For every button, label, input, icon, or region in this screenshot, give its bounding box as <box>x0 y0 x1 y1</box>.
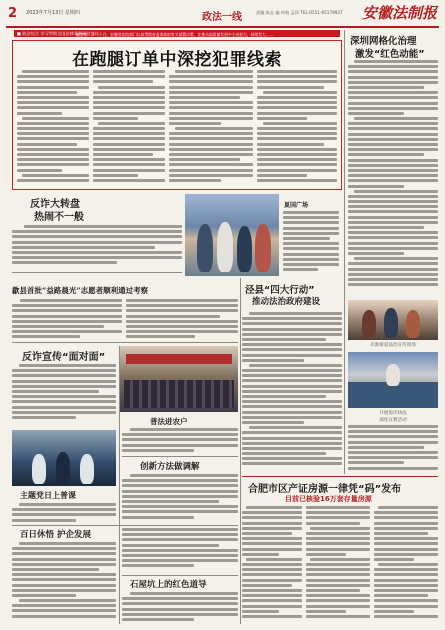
header-rule <box>6 26 439 28</box>
caption-maritime-law: 开展海洋执法 <box>379 411 407 416</box>
article-mediation-body <box>122 474 238 524</box>
article-jingxian-body <box>242 312 342 472</box>
photo-meeting-hall <box>120 346 238 412</box>
lead-story-title: 在跑腿订单中深挖犯罪线索 <box>72 50 282 70</box>
article-hefei-body-2 <box>306 506 370 624</box>
article-party-day-title: 主题党日上普课 <box>20 491 76 500</box>
lead-story-column-1 <box>17 70 89 186</box>
lead-story-column-2 <box>93 70 165 186</box>
column-divider <box>344 30 345 474</box>
article-shenzhen-body <box>348 60 438 296</box>
section-title: 政法一线 <box>202 12 242 23</box>
page-header <box>0 0 445 30</box>
divider <box>12 272 182 273</box>
article-fanzha-title: 反诈大转盘 <box>30 199 80 210</box>
article-shenzhen-subtitle: 激发“红色动能” <box>355 49 425 60</box>
article-shexian-title: 歙县首批“益路晨光”志愿者顺利通过考察 <box>12 286 149 295</box>
article-shexian-body-2 <box>126 299 238 341</box>
article-hundred-days-title: 百日休悟 护企发展 <box>20 530 91 540</box>
article-fanzha-subtitle: 热闹不一般 <box>34 212 84 223</box>
photo-police-outreach <box>185 194 279 276</box>
divider <box>122 456 238 457</box>
article-middle-body <box>122 528 238 574</box>
photo-party-day <box>12 430 116 486</box>
article-fanzha-body <box>12 225 182 265</box>
divider <box>122 575 238 576</box>
article-hefei-subtitle: 目前已核验16万套存量房源 <box>285 495 372 503</box>
caption-deep-education: 深度宣教活动 <box>379 418 407 423</box>
hefei-top-rule <box>242 476 438 477</box>
lead-story-column-4 <box>257 70 337 186</box>
divider <box>12 342 238 343</box>
article-jingxian-subtitle: 推动法治政府建设 <box>252 297 321 307</box>
caption-chiyuan-street: 赤源街道法治宣传现场 <box>370 343 416 348</box>
article-mediation-title: 创新方法做调解 <box>140 462 200 472</box>
article-face-to-face-title: 反诈宣传“面对面” <box>22 352 106 363</box>
lead-story-column-3 <box>169 70 253 186</box>
article-hefei-body-3 <box>374 506 438 624</box>
column-divider <box>240 278 241 624</box>
article-shenzhen-title: 深圳网格化治理 <box>350 36 417 47</box>
caption-xiaguo-square: 夏国广场 <box>284 202 309 209</box>
article-shexian-body-1 <box>12 299 122 341</box>
article-face-to-face-body <box>12 364 116 424</box>
article-pufa-title: 普法进农户 <box>150 417 188 426</box>
article-party-day-body <box>12 503 116 525</box>
article-shiwukeng-body <box>122 592 238 624</box>
column-divider <box>119 346 120 624</box>
article-hefei-body-1 <box>242 506 302 624</box>
divider <box>12 525 238 526</box>
newspaper-masthead: 安徽法制报 <box>361 4 437 22</box>
photo-publicity-event <box>348 300 438 340</box>
photo-side-text <box>283 211 339 275</box>
right-column-body-2 <box>348 425 438 475</box>
article-pufa-body <box>122 428 238 458</box>
article-hundred-days-body <box>12 542 116 624</box>
topic-note: 编者按：下一个月，安徽省法院部门认真贯彻省委省政府有关部署决策，在推动高质量发展中主动担当，持续发力…… <box>76 31 274 37</box>
page-number: 2 <box>8 6 18 21</box>
editor-credits: 责编 陈志 编 审校 孟珍 TEL:0551-65179927 <box>256 10 343 15</box>
article-hefei-title: 合肥市区产证房源一律凭“码”发布 <box>248 484 402 495</box>
article-jingxian-title: 泾县“四大行动” <box>245 285 315 296</box>
photo-maritime-law <box>348 352 438 408</box>
issue-date: 2023年7月13日 星期四 <box>26 10 80 16</box>
article-shiwukeng-title: 石屋坑上的红色道导 <box>130 580 207 590</box>
topic-label: ■ 政法综合 学习贯彻全国法律事务研讨会议 <box>17 31 99 36</box>
